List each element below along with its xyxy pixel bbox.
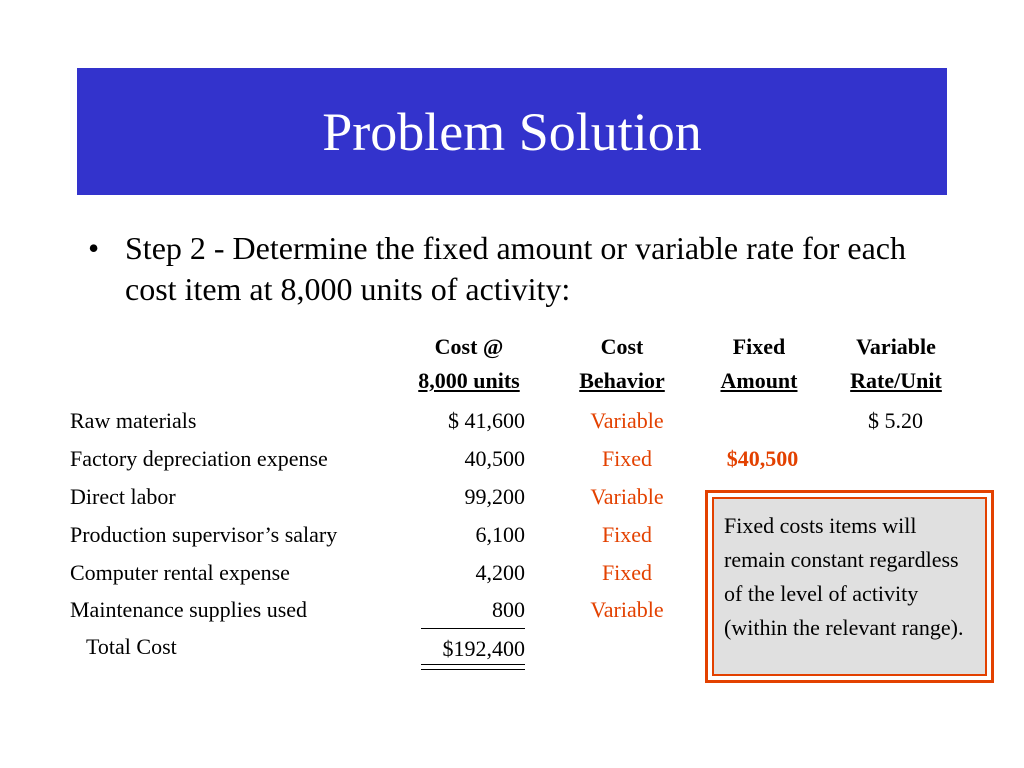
row-behavior: Variable bbox=[590, 597, 664, 622]
total-label: Total Cost bbox=[86, 634, 177, 659]
row-label: Direct labor bbox=[70, 484, 176, 509]
total-cost: $192,400 bbox=[442, 636, 525, 661]
header-cost-line2: 8,000 units bbox=[418, 368, 520, 393]
header-behavior bbox=[562, 330, 682, 398]
row-cost: $ 41,600 bbox=[448, 408, 525, 433]
note-text: Fixed costs items will remain constant regardless of the level of activity (within the relevant range). bbox=[712, 497, 987, 676]
bullet-text: Step 2 - Determine the fixed amount or variable rate for each cost item at 8,000 units of activity: bbox=[125, 230, 906, 307]
row-behavior: Variable bbox=[590, 408, 664, 433]
header-behavior-line2: Behavior bbox=[579, 368, 665, 393]
header-fixed-line1: Fixed bbox=[732, 334, 786, 359]
total-double-rule bbox=[421, 664, 525, 670]
title-bar bbox=[77, 68, 947, 195]
row-cost: 4,200 bbox=[475, 560, 525, 585]
row-cost: 40,500 bbox=[464, 446, 525, 471]
bullet-marker: • bbox=[88, 230, 100, 266]
row-label: Computer rental expense bbox=[70, 560, 290, 585]
page-title: Problem Solution bbox=[322, 101, 702, 162]
header-variable bbox=[832, 330, 960, 398]
header-cost bbox=[395, 330, 543, 398]
note-callout bbox=[705, 490, 994, 683]
header-cost-line1: Cost @ bbox=[434, 334, 504, 359]
header-fixed-line2: Amount bbox=[720, 368, 798, 393]
row-label: Production supervisor’s salary bbox=[70, 522, 338, 547]
row-behavior: Fixed bbox=[601, 522, 653, 547]
row-cost: 99,200 bbox=[464, 484, 525, 509]
subtotal-rule bbox=[421, 628, 525, 629]
header-variable-line1: Variable bbox=[856, 334, 936, 359]
row-behavior: Fixed bbox=[601, 446, 653, 471]
row-cost: 800 bbox=[492, 597, 525, 622]
row-variable-rate: $ 5.20 bbox=[868, 408, 923, 433]
row-cost: 6,100 bbox=[475, 522, 525, 547]
row-fixed-amount: $40,500 bbox=[726, 446, 799, 471]
header-fixed bbox=[700, 330, 818, 398]
row-label: Factory depreciation expense bbox=[70, 446, 328, 471]
row-label: Raw materials bbox=[70, 408, 197, 433]
row-label: Maintenance supplies used bbox=[70, 597, 308, 622]
row-behavior: Fixed bbox=[601, 560, 653, 585]
row-behavior: Variable bbox=[590, 484, 664, 509]
header-variable-line2: Rate/Unit bbox=[850, 368, 942, 393]
header-behavior-line1: Cost bbox=[600, 334, 644, 359]
